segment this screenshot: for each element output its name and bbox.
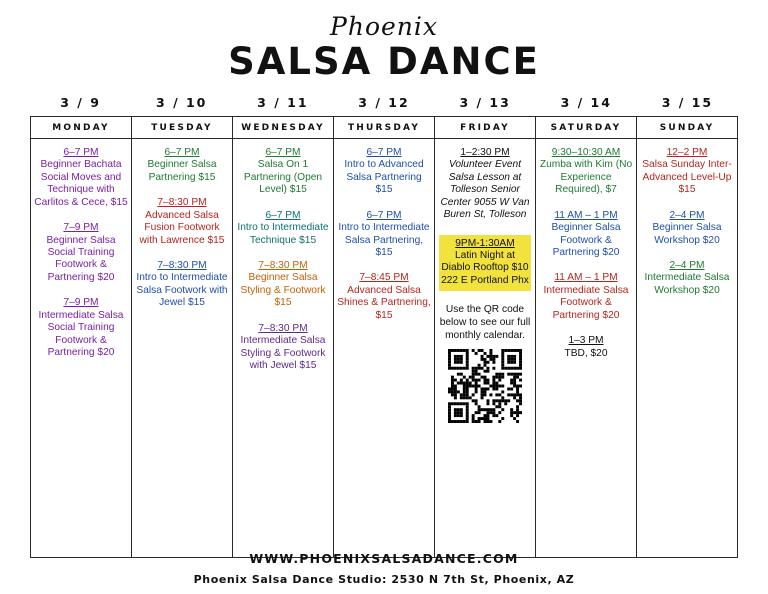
event-description: Salsa Sunday Inter-Advanced Level-Up $15	[642, 159, 732, 196]
event-saturday-1[interactable]	[539, 210, 633, 260]
event-wednesday-3[interactable]	[236, 323, 330, 373]
header	[0, 0, 768, 83]
event-sunday-2[interactable]	[640, 260, 734, 297]
event-time: 1–2:30 PM	[460, 146, 510, 158]
event-tuesday-1[interactable]	[135, 197, 229, 247]
event-time: 6–7 PM	[164, 146, 200, 158]
event-time: 11 AM – 1 PM	[554, 209, 618, 221]
qr-instruction-note: Use the QR code below to see our full monthly calendar.	[439, 304, 531, 341]
event-description: Advanced Salsa Shines & Partnering, $15	[337, 284, 431, 321]
studio-address: Phoenix Salsa Dance Studio: 2530 N 7th St, Phoenix, AZ	[193, 573, 575, 586]
event-time: 6–7 PM	[366, 146, 402, 158]
event-time: 2–4 PM	[669, 260, 705, 271]
event-time: 6–7 PM	[265, 146, 301, 158]
page-title-script: Phoenix	[330, 12, 438, 41]
event-time: 1–3 PM	[568, 335, 604, 347]
event-monday-2[interactable]	[34, 297, 128, 359]
footer	[0, 551, 768, 586]
event-description: Intermediate Salsa Workshop $20	[644, 272, 730, 296]
calendar-day-header-thursday: THURSDAY	[334, 116, 435, 138]
calendar-body-row	[31, 138, 738, 557]
event-time: 7–8:30 PM	[258, 260, 308, 271]
calendar-cell-saturday	[536, 138, 637, 557]
calendar-day-header-friday: FRIDAY	[435, 116, 536, 138]
calendar-cell-monday	[31, 138, 132, 557]
calendar-date-5: 3 / 14	[560, 94, 612, 110]
event-time: 6–7 PM	[63, 146, 99, 158]
event-description: Latin Night at Diablo Rooftop $10 222 E Portland Phx	[441, 250, 529, 286]
event-friday-0[interactable]	[438, 147, 532, 222]
event-tuesday-0[interactable]	[135, 147, 229, 184]
event-time: 2–4 PM	[669, 209, 705, 221]
event-thursday-0[interactable]	[337, 147, 431, 197]
event-saturday-2[interactable]	[539, 272, 633, 322]
event-time: 7–8:30 PM	[157, 260, 207, 271]
event-time: 7–9 PM	[63, 297, 99, 309]
calendar-day-header-tuesday: TUESDAY	[132, 116, 233, 138]
event-description: Intro to Intermediate Salsa Footwork with Jewel $15	[136, 272, 228, 309]
event-description: Intermediate Salsa Styling & Footwork with Jewel $15	[240, 335, 326, 372]
event-saturday-3[interactable]	[539, 335, 633, 360]
calendar-date-6: 3 / 15	[661, 94, 714, 110]
event-tuesday-2[interactable]	[135, 260, 229, 310]
calendar-day-header-saturday: SATURDAY	[536, 116, 637, 138]
calendar-cell-sunday	[637, 138, 738, 557]
event-description: Beginner Salsa Workshop $20	[652, 222, 722, 246]
calendar-cell-thursday	[334, 138, 435, 557]
calendar-header-row	[31, 116, 738, 138]
calendar-day-header-monday: MONDAY	[31, 116, 132, 138]
event-description: Zumba with Kim (No Experience Required), $7	[539, 159, 633, 196]
event-description: Beginner Salsa Footwork & Partnering $20	[551, 222, 621, 258]
event-description: Intermediate Salsa Social Training Footwork & Partnering $20	[38, 309, 124, 359]
event-time: 11 AM – 1 PM	[554, 272, 618, 284]
event-thursday-1[interactable]	[337, 210, 431, 260]
event-time: 12–2 PM	[666, 146, 708, 158]
event-friday-1[interactable]	[439, 235, 531, 292]
calendar-day-header-sunday: SUNDAY	[637, 116, 738, 138]
event-description: Intermediate Salsa Footwork & Partnering $20	[543, 284, 629, 321]
event-wednesday-1[interactable]	[236, 210, 330, 247]
event-description: Beginner Salsa Partnering $15	[147, 159, 217, 183]
calendar-dates-row	[30, 95, 738, 116]
event-wednesday-2[interactable]	[236, 260, 330, 310]
event-monday-0[interactable]	[34, 147, 128, 209]
calendar-date-0: 3 / 9	[60, 94, 101, 110]
event-description: Intro to Advanced Salsa Partnering $15	[344, 159, 424, 196]
calendar	[30, 95, 738, 558]
calendar-date-3: 3 / 12	[358, 94, 410, 110]
calendar-cell-friday	[435, 138, 536, 557]
website-url[interactable]: WWW.PHOENIXSALSADANCE.COM	[249, 551, 519, 566]
event-wednesday-0[interactable]	[236, 147, 330, 197]
event-time: 9PM-1:30AM	[455, 237, 515, 249]
calendar-date-4: 3 / 13	[459, 94, 511, 110]
event-description: Intro to Intermediate Technique $15	[237, 222, 329, 246]
event-thursday-2[interactable]	[337, 272, 431, 322]
event-time: 7–8:45 PM	[359, 272, 409, 284]
event-sunday-1[interactable]	[640, 210, 734, 247]
event-time: 7–8:30 PM	[157, 197, 207, 209]
event-description: Volunteer Event Salsa Lesson at Tolleson Senior Center 9055 W Van Buren St, Tolleson	[440, 159, 530, 221]
event-description: TBD, $20	[564, 347, 608, 359]
event-time: 7–8:30 PM	[258, 322, 308, 334]
event-description: Advanced Salsa Fusion Footwork with Lawrence $15	[139, 209, 225, 246]
event-time: 6–7 PM	[366, 209, 402, 221]
event-monday-1[interactable]	[34, 222, 128, 284]
event-time: 9:30–10:30 AM	[551, 146, 621, 158]
event-description: Intro to Intermediate Salsa Partnering, $15	[338, 222, 430, 258]
calendar-cell-tuesday	[132, 138, 233, 557]
event-description: Salsa On 1 Partnering (Open Level) $15	[243, 159, 323, 196]
event-saturday-0[interactable]	[539, 147, 633, 197]
qr-code-icon[interactable]	[448, 349, 522, 423]
event-description: Beginner Bachata Social Moves and Technique with Carlitos & Cece, $15	[34, 159, 128, 208]
page-title: SALSA DANCE	[228, 40, 540, 84]
calendar-day-header-wednesday: WEDNESDAY	[233, 116, 334, 138]
qr-code-wrapper	[438, 349, 532, 423]
event-time: 6–7 PM	[265, 209, 301, 221]
event-sunday-0[interactable]	[640, 147, 734, 197]
event-description: Beginner Salsa Social Training Footwork & Partnering $20	[46, 234, 116, 283]
calendar-date-1: 3 / 10	[156, 94, 208, 110]
calendar-grid	[30, 116, 738, 558]
event-description: Beginner Salsa Styling & Footwork $15	[240, 272, 326, 309]
calendar-cell-wednesday	[233, 138, 334, 557]
calendar-date-2: 3 / 11	[257, 94, 309, 110]
event-time: 7–9 PM	[63, 222, 99, 234]
